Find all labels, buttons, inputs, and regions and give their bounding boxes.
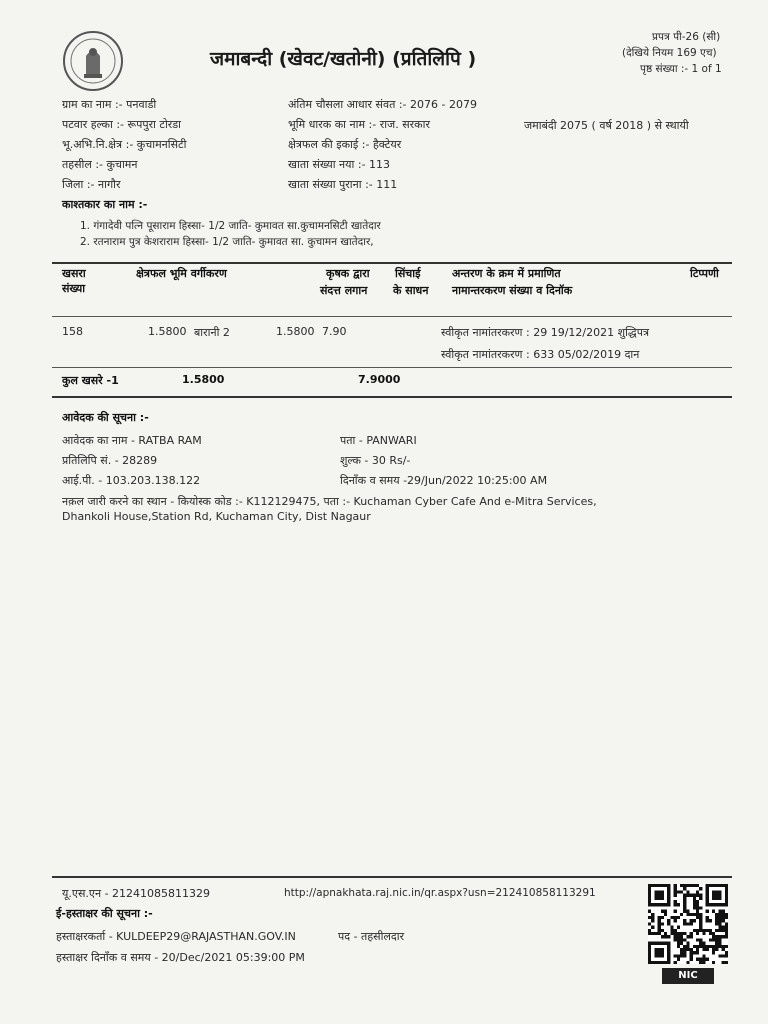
- qr-code-icon: [648, 884, 728, 964]
- rule-reference: (देखिये नियम 169 एच): [622, 47, 717, 59]
- page-number: पृष्ठ संख्या :- 1 of 1: [640, 63, 722, 75]
- cell-classification: बारानी 2: [194, 326, 230, 339]
- jamabandi-year: जमाबंदी 2075 ( वर्ष 2018 ) से स्थायी: [524, 119, 689, 132]
- header-irrigation-1: सिंचाई: [395, 267, 421, 280]
- sign-datetime: हस्ताक्षर दिनाँक व समय - 20/Dec/2021 05:39:00 PM: [56, 951, 305, 964]
- header-lagan-1: कृषक द्वारा: [326, 267, 370, 280]
- header-lagan-2: संदत्त लगान: [320, 284, 368, 297]
- cell-mutation: स्वीकृत नामांतरकरण : 633 05/02/2019 दान: [441, 348, 640, 361]
- table-top-rule: [52, 262, 732, 264]
- government-seal-icon: [62, 30, 124, 92]
- total-area: 1.5800: [182, 373, 225, 386]
- issue-place-line2: Dhankoli House,Station Rd, Kuchaman City, Dist Nagaur: [62, 510, 371, 523]
- footer-top-rule: [52, 876, 732, 878]
- header-khasra-1: खसरा: [62, 267, 86, 280]
- applicant-name: आवेदक का नाम - RATBA RAM: [62, 434, 202, 447]
- cultivator-item: 2. रतनाराम पुत्र केशराराम हिस्सा- 1/2 जाति- कुमावत सा. कुचामन खातेदार,: [80, 236, 374, 248]
- cell-area: 1.5800: [148, 325, 187, 338]
- cell-class-area: 1.5800: [276, 325, 315, 338]
- header-khasra-2: संख्या: [62, 282, 86, 295]
- table-total-rule: [52, 367, 732, 368]
- total-label: कुल खसरे -1: [62, 374, 119, 387]
- cell-lagan: 7.90: [322, 325, 347, 338]
- issue-datetime: दिनाँक व समय -29/Jun/2022 10:25:00 AM: [340, 474, 548, 487]
- applicant-address: पता - PANWARI: [340, 434, 417, 447]
- copy-number: प्रतिलिपि सं. - 28289: [62, 454, 158, 467]
- document-title: जमाबन्दी (खेवट/खतोनी) (प्रतिलिपि ): [210, 48, 477, 70]
- form-number: प्रपत्र पी-26 (सी): [652, 31, 721, 43]
- esign-heading: ई-हस्ताक्षर की सूचना :-: [56, 907, 153, 920]
- header-area-class: क्षेत्रफल भूमि वर्गीकरण: [136, 267, 227, 280]
- header-irrigation-2: के साधन: [393, 284, 429, 297]
- table-header-rule: [52, 316, 732, 317]
- header-mutation-1: अन्तरण के क्रम में प्रमाणित: [452, 267, 561, 280]
- cell-khasra: 158: [62, 325, 83, 338]
- header-remarks: टिप्पणी: [690, 267, 719, 280]
- tehsil: तहसील :- कुचामन: [62, 158, 138, 171]
- land-holder: भूमि धारक का नाम :- राज. सरकार: [288, 118, 430, 131]
- fee: शुल्क - 30 Rs/-: [340, 454, 411, 467]
- applicant-heading: आवेदक की सूचना :-: [62, 411, 149, 424]
- table-bottom-rule: [52, 396, 732, 398]
- verification-url: http://apnakhata.raj.nic.in/qr.aspx?usn=212410858113291: [284, 887, 596, 899]
- signatory: हस्ताक्षरकर्ता - KULDEEP29@RAJASTHAN.GOV.IN: [56, 930, 296, 943]
- patwar-halka: पटवार हल्का :- रूपपुरा टोरडा: [62, 118, 182, 131]
- usn-number: यू.एस.एन - 21241085811329: [62, 887, 211, 900]
- cell-mutation: स्वीकृत नामांतरकरण : 29 19/12/2021 शुद्धिपत्र: [441, 326, 650, 339]
- area-unit: क्षेत्रफल की इकाई :- हैक्टेयर: [288, 138, 402, 151]
- total-lagan: 7.9000: [358, 373, 401, 386]
- cultivator-item: 1. गंगादेवी पत्नि पूसाराम हिस्सा- 1/2 जाति- कुमावत सा.कुचामनसिटी खातेदार: [80, 220, 381, 232]
- khata-number-new: खाता संख्या नया :- 113: [288, 158, 391, 171]
- header-mutation-2: नामान्तरकरण संख्या व दिनॉक: [452, 284, 573, 297]
- issue-place-line1: नक़ल जारी करने का स्थान - कियोस्क कोड :- K112129475, पता :- Kuchaman Cyber Cafe And e-Mitra Services,: [62, 495, 597, 508]
- district: जिला :- नागौर: [62, 178, 121, 191]
- khata-number-old: खाता संख्या पुराना :- 111: [288, 178, 398, 191]
- ip-address: आई.पी. - 103.203.138.122: [62, 474, 201, 487]
- land-record-area: भू.अभि.नि.क्षेत्र :- कुचामनसिटी: [62, 138, 187, 151]
- village-name: ग्राम का नाम :- पनवाडी: [62, 98, 157, 111]
- nic-logo: NIC: [662, 968, 714, 984]
- cultivators-heading: काश्तकार का नाम :-: [62, 198, 148, 211]
- settlement-year: अंतिम चौसला आधार संवत :- 2076 - 2079: [288, 98, 477, 111]
- signatory-designation: पद - तहसीलदार: [338, 930, 405, 943]
